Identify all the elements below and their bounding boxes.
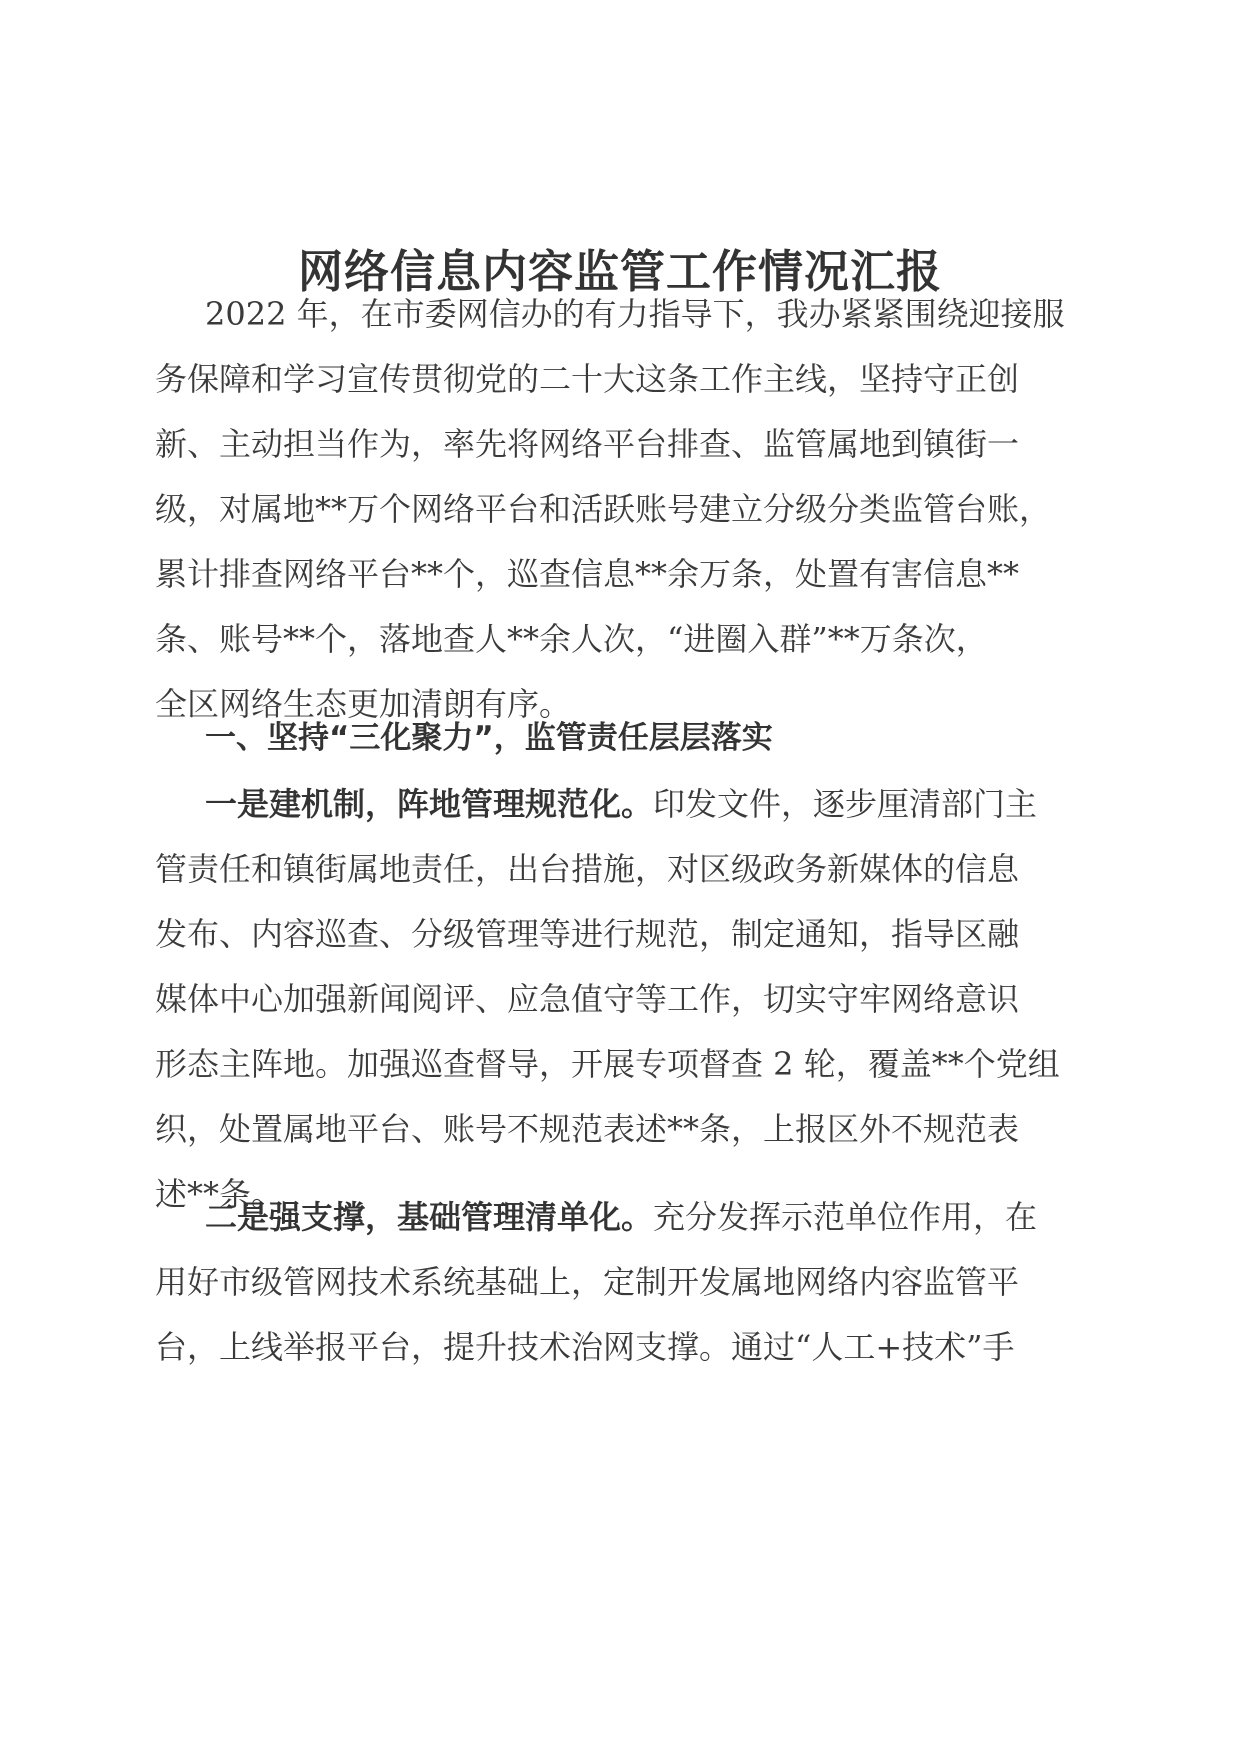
document-title: 网络信息内容监管工作情况汇报 — [297, 245, 942, 298]
paragraph-support — [155, 1185, 1085, 1380]
paragraph-line: 发布、内容巡查、分级管理等进行规范，制定通知，指导区融 — [155, 915, 1020, 953]
paragraph-mechanism — [155, 772, 1085, 1227]
section-heading: 一、坚持“三化聚力”，监管责任层层落实 — [205, 720, 773, 756]
paragraph-lead: 二是强支撑，基础管理清单化。 — [205, 1198, 654, 1236]
paragraph-lead: 一是建机制，阵地管理规范化。 — [205, 785, 654, 823]
intro-line: 全区网络生态更加清朗有序。 — [155, 685, 572, 723]
paragraph-line: 台，上线举报平台，提升技术治网支撑。通过“人工+技术”手 — [155, 1328, 1015, 1366]
paragraph-text: 印发文件，逐步厘清部门主 — [653, 785, 1038, 823]
intro-line: 级，对属地**万个网络平台和活跃账号建立分级分类监管台账， — [155, 490, 1052, 528]
paragraph-line: 述**条。 — [155, 1175, 284, 1213]
intro-line: 累计排查网络平台**个，巡查信息**余万条，处置有害信息** — [155, 555, 1020, 593]
intro-line: 条、账号**个，落地查人**余人次，“进圈入群”**万条次， — [155, 620, 988, 658]
paragraph-line: 媒体中心加强新闻阅评、应急值守等工作，切实守牢网络意识 — [155, 980, 1020, 1018]
paragraph-line: 形态主阵地。加强巡查督导，开展专项督查 2 轮，覆盖**个党组 — [155, 1045, 1060, 1083]
intro-line: 新、主动担当作为，率先将网络平台排查、监管属地到镇街一 — [155, 425, 1020, 463]
paragraph-line: 用好市级管网技术系统基础上，定制开发属地网络内容监管平 — [155, 1263, 1020, 1301]
paragraph-line: 织，处置属地平台、账号不规范表述**条，上报区外不规范表 — [155, 1110, 1020, 1148]
paragraph-text: 充分发挥示范单位作用，在 — [653, 1198, 1038, 1236]
paragraph-line: 管责任和镇街属地责任，出台措施，对区级政务新媒体的信息 — [155, 850, 1020, 888]
intro-line: 务保障和学习宣传贯彻党的二十大这条工作主线，坚持守正创 — [155, 360, 1020, 398]
paragraph-first-line — [155, 1185, 1085, 1250]
intro-line: 2022 年，在市委网信办的有力指导下，我办紧紧围绕迎接服 — [205, 295, 1065, 333]
intro-paragraph — [155, 282, 1085, 737]
paragraph-first-line — [155, 772, 1085, 837]
